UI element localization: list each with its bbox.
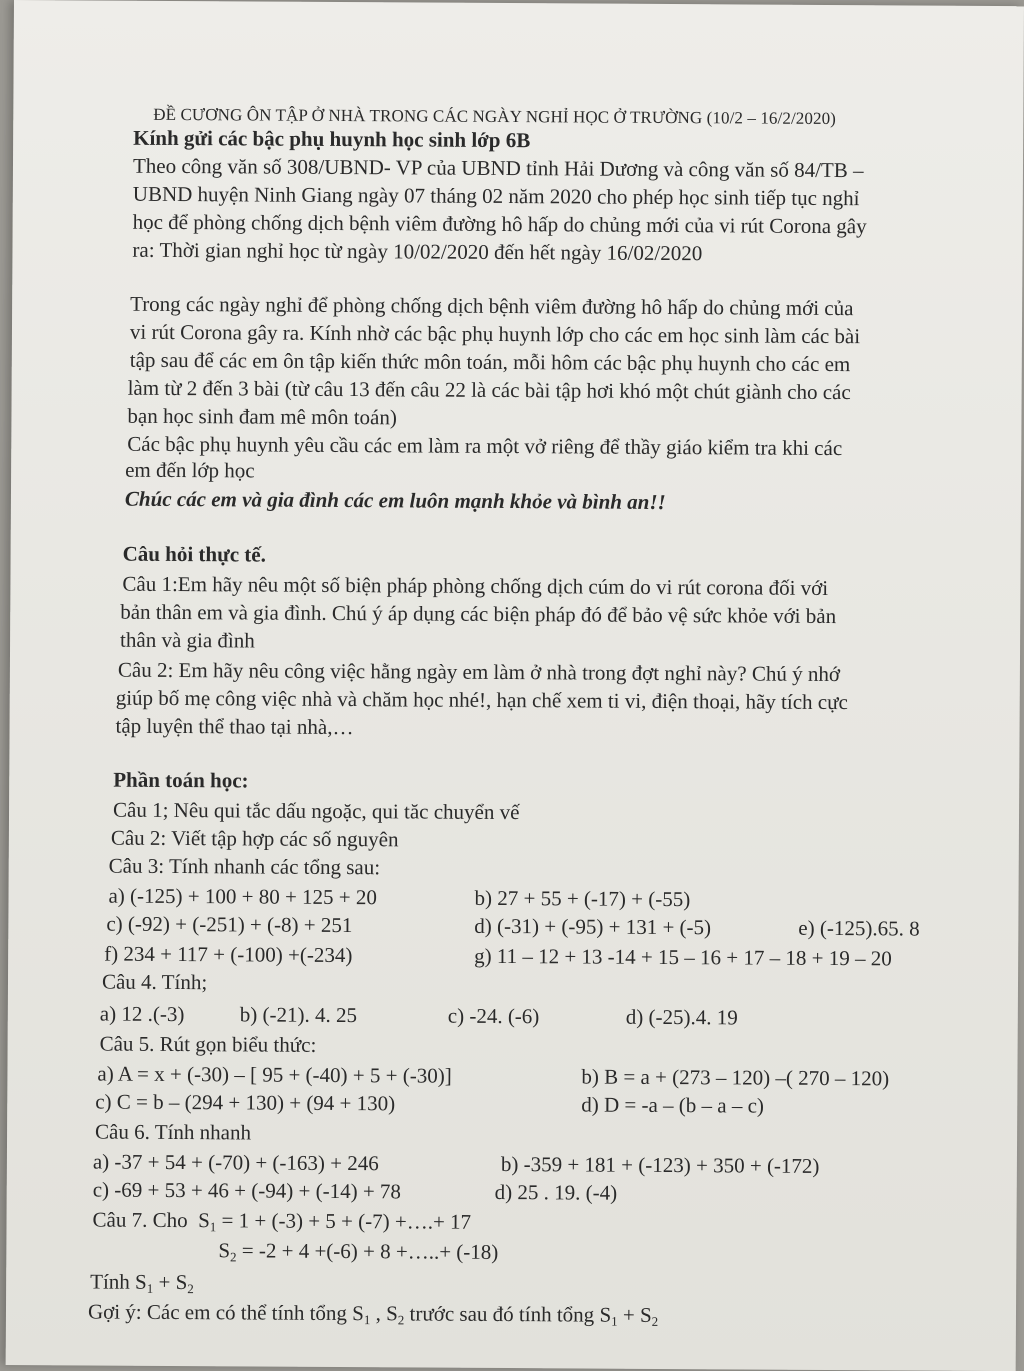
intro-line: UBND huyện Ninh Giang ngày 07 tháng 02 năm 2020 cho phép học sinh tiếp tục nghỉ [132, 181, 860, 211]
wish-line: Chúc các em và gia đình các em luôn mạnh khỏe và bình an!! [124, 486, 666, 514]
q3-item-b: b) 27 + 55 + (-17) + (-55) [474, 885, 691, 912]
practical-line: Câu 2: Em hãy nêu công việc hằng ngày em làm ở nhà trong đợt nghỉ này? Chú ý nhớ [117, 657, 841, 687]
q4-item-d: d) (-25).4. 19 [625, 1004, 738, 1030]
q7-s1-expression: = 1 + (-3) + 5 + (-7) +….+ 17 [216, 1208, 472, 1234]
body-line: em đến lớp học [125, 457, 255, 483]
q5-item-a: a) A = x + (-30) – [ 95 + (-40) + 5 + (-30)] [97, 1061, 452, 1088]
q7-s2-expression: = -2 + 4 +(-6) + 8 +…..+ (-18) [236, 1238, 499, 1264]
practical-line: bản thân em và gia đình. Chú ý áp dụng các biện pháp đó để bảo vệ sức khỏe với bản [120, 599, 837, 629]
s-letter: S [135, 1269, 147, 1294]
practical-line: Câu 1:Em hãy nêu một số biện pháp phòng chống dịch cúm do vi rút corona đối với [122, 571, 829, 600]
q6-item-c: c) -69 + 53 + 46 + (-94) + (-14) + 78 [92, 1177, 402, 1204]
q6-item-a: a) -37 + 54 + (-70) + (-163) + 246 [92, 1149, 379, 1176]
math-heading: Phần toán học: [113, 767, 249, 793]
sub-1: 1 [611, 1313, 618, 1329]
math-hint [88, 1298, 658, 1327]
q3-item-d: d) (-31) + (-95) + 131 + (-5) [474, 913, 712, 940]
body-line: Các bậc phụ huynh yêu cầu các em làm ra một vở riêng để thầy giáo kiểm tra khi các [127, 431, 843, 461]
sub-2: 2 [397, 1312, 405, 1328]
sub-1: 1 [363, 1312, 371, 1328]
s-letter: S [218, 1238, 231, 1263]
q3-item-e: e) (-125).65. 8 [798, 915, 920, 941]
q3-item-c: c) (-92) + (-251) + (-8) + 251 [106, 911, 353, 938]
sub-2: 2 [187, 1281, 194, 1297]
hint-middle: trước sau đó tính tổng [404, 1301, 600, 1327]
s-letter: S [198, 1208, 210, 1233]
math-q1: Câu 1; Nêu qui tắc dấu ngoặc, qui tăc chuyển vế [112, 797, 520, 825]
practical-heading: Câu hỏi thực tế. [122, 541, 266, 567]
practical-line: tập luyện thể thao tại nhà,… [115, 713, 354, 740]
q7-prefix: Câu 7. Cho [92, 1207, 188, 1233]
hint-prefix: Gợi ý: Các em có thể tính tổng [87, 1299, 353, 1326]
body-line: bạn học sinh đam mê môn toán) [127, 403, 397, 430]
math-q7-s2 [218, 1237, 498, 1265]
q3-item-a: a) (-125) + 100 + 80 + 125 + 20 [108, 883, 378, 910]
q3-item-f: f) 234 + 117 + (-100) +(-234) [104, 941, 353, 968]
hint-comma: , [370, 1301, 387, 1326]
math-q3: Câu 3: Tính nhanh các tổng sau: [108, 853, 381, 880]
q4-item-a: a) 12 .(-3) [99, 1001, 185, 1027]
s-letter: S [639, 1302, 652, 1327]
math-q7-task [90, 1268, 194, 1295]
document-page [6, 0, 1024, 1371]
s-letter: S [352, 1301, 364, 1326]
q4-item-b: b) (-21). 4. 25 [239, 1002, 358, 1028]
q5-item-b: b) B = a + (273 – 120) –( 270 – 120) [581, 1064, 890, 1091]
plus-sign: + [153, 1269, 176, 1295]
math-q4: Câu 4. Tính; [101, 969, 208, 995]
practical-line: giúp bố mẹ công việc nhà và chăm học nhé!, hạn chế xem ti vi, điện thoại, hãy tích cực [115, 685, 848, 715]
plus-sign: + [617, 1302, 641, 1327]
body-line: vi rút Corona gây ra. Kính nhờ các bậc phụ huynh lớp cho các em học sinh làm các bài [129, 319, 861, 349]
body-line: tập sau để các em ôn tập kiến thức môn toán, mỗi hôm các bậc phụ huynh cho các em [129, 347, 851, 377]
body-line: Trong các ngày nghỉ để phòng chống dịch bệnh viêm đường hô hấp do chủng mới của [130, 291, 854, 321]
sub-1: 1 [209, 1219, 217, 1235]
body-line: làm từ 2 đến 3 bài (từ câu 13 đến câu 22 là các bài tập hơi khó một chút giành cho các [127, 375, 851, 405]
math-q2: Câu 2: Viết tập hợp các số nguyên [110, 825, 399, 852]
q3-item-g: g) 11 – 12 + 13 -14 + 15 – 16 + 17 – 18 + 19 – 20 [474, 943, 892, 971]
tinh-prefix: Tính [90, 1269, 136, 1294]
q5-item-d: d) D = -a – (b – a – c) [581, 1092, 765, 1118]
greeting: Kính gửi các bậc phụ huynh học sinh lớp 6B [133, 125, 531, 153]
q6-item-b: b) -359 + 181 + (-123) + 350 + (-172) [500, 1151, 820, 1178]
q5-item-c: c) C = b – (294 + 130) + (94 + 130) [95, 1089, 396, 1116]
intro-line: Theo công văn số 308/UBND- VP của UBND tỉnh Hải Dương và công văn số 84/TB – [132, 153, 864, 183]
document-title: ĐỀ CƯƠNG ÔN TẬP Ở NHÀ TRONG CÁC NGÀY NGHỈ HỌC Ở TRƯỜNG (10/2 – 16/2/2020) [153, 104, 837, 129]
s-letter: S [386, 1301, 398, 1326]
q4-item-c: c) -24. (-6) [447, 1003, 540, 1029]
intro-line: ra: Thời gian nghỉ học từ ngày 10/02/2020 đến hết ngày 16/02/2020 [132, 237, 703, 266]
math-q6: Câu 6. Tính nhanh [95, 1119, 252, 1145]
sub-2: 2 [651, 1313, 659, 1329]
practical-line: thân và gia đình [120, 627, 255, 653]
s-letter: S [175, 1270, 188, 1295]
math-q7-s1 [92, 1207, 471, 1235]
q6-item-d: d) 25 . 19. (-4) [494, 1179, 618, 1205]
sub-1: 1 [146, 1280, 154, 1296]
intro-line: học để phòng chống dịch bệnh viêm đường hô hấp do chủng mới của vi rút Corona gây [132, 209, 867, 239]
sub-2: 2 [229, 1249, 237, 1265]
math-q5: Câu 5. Rút gọn biểu thức: [99, 1031, 317, 1057]
s-letter: S [599, 1302, 612, 1327]
